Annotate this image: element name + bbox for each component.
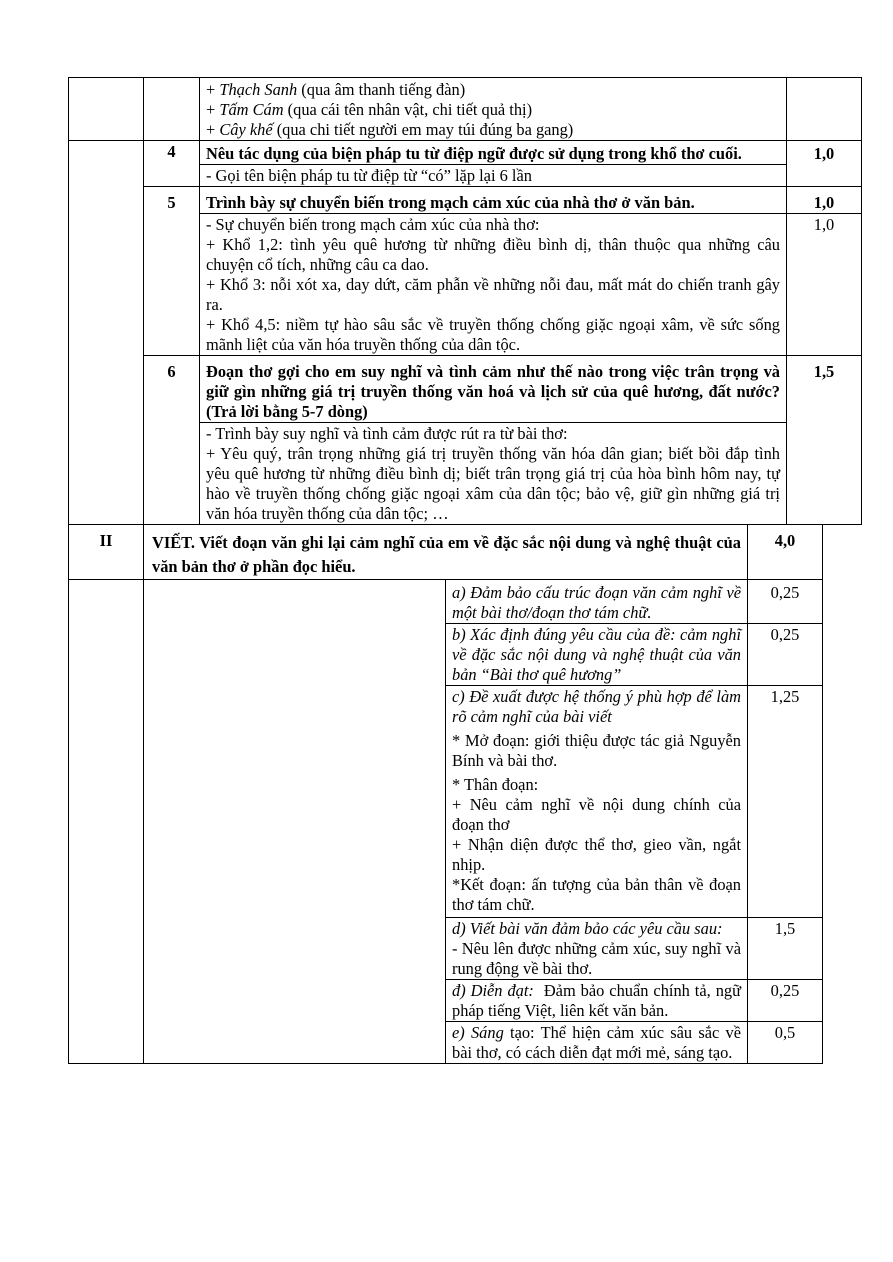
criterion-a: a) Đảm bảo cấu trúc đoạn văn cảm nghĩ về một bài thơ/đoạn thơ tám chữ. (446, 580, 748, 624)
criterion-score: 0,25 (748, 980, 823, 1022)
question-number-cell (144, 580, 446, 1064)
answer-line: + Cây khế (qua chi tiết người em may túi đúng ba gang) (206, 120, 574, 139)
criterion-score: 0,25 (748, 580, 823, 624)
question-text: Trình bày sự chuyển biến trong mạch cảm xúc của nhà thơ ở văn bản. (200, 187, 787, 214)
criterion-dd: đ) Diễn đạt: Đảm bảo chuẩn chính tả, ngữ pháp tiếng Việt, liên kết văn bản. (446, 980, 748, 1022)
table-row (69, 356, 862, 423)
criterion-score: 0,5 (748, 1022, 823, 1064)
criterion-score: 0,25 (748, 624, 823, 686)
part-score: 4,0 (748, 525, 823, 580)
answer-line: - Sự chuyển biến trong mạch cảm xúc của nhà thơ: (206, 215, 540, 234)
answer-line: + Khổ 1,2: tình yêu quê hương từ những điều bình dị, thân thuộc qua những câu chuyện cổ tích, những câu ca dao. (206, 235, 780, 274)
table-row (69, 525, 823, 580)
answer-line: + Yêu quý, trân trọng những giá trị truyền thống văn hóa dân gian; biết bồi đắp tình yêu quê hương từ những điều bình dị; biết trân trọng giá trị của hòa bình hôm nay, tự hào về truyền thống chống giặc ngoại xâm của dân tộc; bảo vệ, giữ gìn những giá trị văn hóa truyền thống của dân tộc; … (206, 444, 780, 523)
criterion-d (446, 918, 748, 980)
answer-line: - Trình bày suy nghĩ và tình cảm được rút ra từ bài thơ: (206, 424, 568, 443)
answer-cell (200, 78, 787, 141)
criterion-c (446, 686, 748, 918)
table-row (69, 187, 862, 214)
criterion-score: 1,5 (748, 918, 823, 980)
criterion-b: b) Xác định đúng yêu cầu của đề: cảm nghĩ về đặc sắc nội dung và nghệ thuật của văn bản “Bài thơ quê hương” (446, 624, 748, 686)
criterion-line: *Kết đoạn: ấn tượng của bản thân về đoạn thơ tám chữ. (452, 875, 741, 914)
criterion-title: c) Đề xuất được hệ thống ý phù hợp để làm rõ cảm nghĩ của bài viết (452, 687, 741, 726)
score-cell (787, 78, 862, 141)
part-cell (69, 78, 144, 141)
question-score: 1,0 (787, 187, 862, 214)
question-score: 1,5 (787, 356, 862, 525)
part-cell (69, 580, 144, 1064)
answer-line: + Thạch Sanh (qua âm thanh tiếng đàn) (206, 80, 466, 99)
answer-line: + Khổ 3: nỗi xót xa, day dứt, căm phẫn về những nỗi đau, mất mát do chiến tranh gây ra. (206, 275, 780, 314)
answer-line: + Khổ 4,5: niềm tự hào sâu sắc về truyền thống chống giặc ngoại xâm, về sức sống mãnh liệt của văn hóa truyền thống của dân tộc. (206, 315, 780, 354)
table-row (69, 78, 862, 141)
criterion-line: - Nêu lên được những cảm xúc, suy nghĩ và rung động về bài thơ. (452, 939, 741, 978)
part-title: VIẾT. Viết đoạn văn ghi lại cảm nghĩ của em về đặc sắc nội dung và nghệ thuật của văn bản thơ ở phần đọc hiểu. (144, 525, 748, 580)
criterion-line: * Thân đoạn: (452, 775, 539, 794)
table-row (69, 141, 862, 165)
part-cell (69, 141, 144, 525)
answer-line: + Tấm Cám (qua cái tên nhân vật, chi tiết quả thị) (206, 100, 533, 119)
criterion-title: d) Viết bài văn đảm bảo các yêu cầu sau: (452, 919, 723, 938)
question-number: 5 (144, 187, 200, 356)
question-score: 1,0 (787, 141, 862, 187)
criterion-e: e) Sáng tạo: Thể hiện cảm xúc sâu sắc về bài thơ, có cách diễn đạt mới mẻ, sáng tạo. (446, 1022, 748, 1064)
question-text: Đoạn thơ gợi cho em suy nghĩ và tình cảm như thế nào trong việc trân trọng và giữ gìn những giá trị truyền thống văn hoá và lịch sử của quê hương, đất nước? (Trả lời bằng 5-7 dòng) (200, 356, 787, 423)
answer-key-page (68, 77, 835, 1064)
question-number: 6 (144, 356, 200, 525)
answer-cell (200, 214, 787, 356)
table-row (69, 580, 823, 624)
part-number: II (69, 525, 144, 580)
question-number-cell (144, 78, 200, 141)
answer-key-table (68, 77, 862, 525)
criterion-score: 1,25 (748, 686, 823, 918)
answer-cell (200, 423, 787, 525)
question-text: Nêu tác dụng của biện pháp tu từ điệp ngữ được sử dụng trong khổ thơ cuối. (200, 141, 787, 165)
criterion-line: + Nêu cảm nghĩ về nội dung chính của đoạn thơ (452, 795, 741, 834)
writing-section-table (68, 524, 823, 1064)
criterion-line: * Mở đoạn: giới thiệu được tác giả Nguyễn Bính và bài thơ. (452, 731, 741, 770)
criterion-line: + Nhận diện được thể thơ, gieo vần, ngắt nhịp. (452, 835, 741, 874)
answer-score: 1,0 (787, 214, 862, 356)
question-number: 4 (144, 141, 200, 187)
answer-text: - Gọi tên biện pháp tu từ điệp từ “có” lặp lại 6 lần (200, 165, 787, 187)
